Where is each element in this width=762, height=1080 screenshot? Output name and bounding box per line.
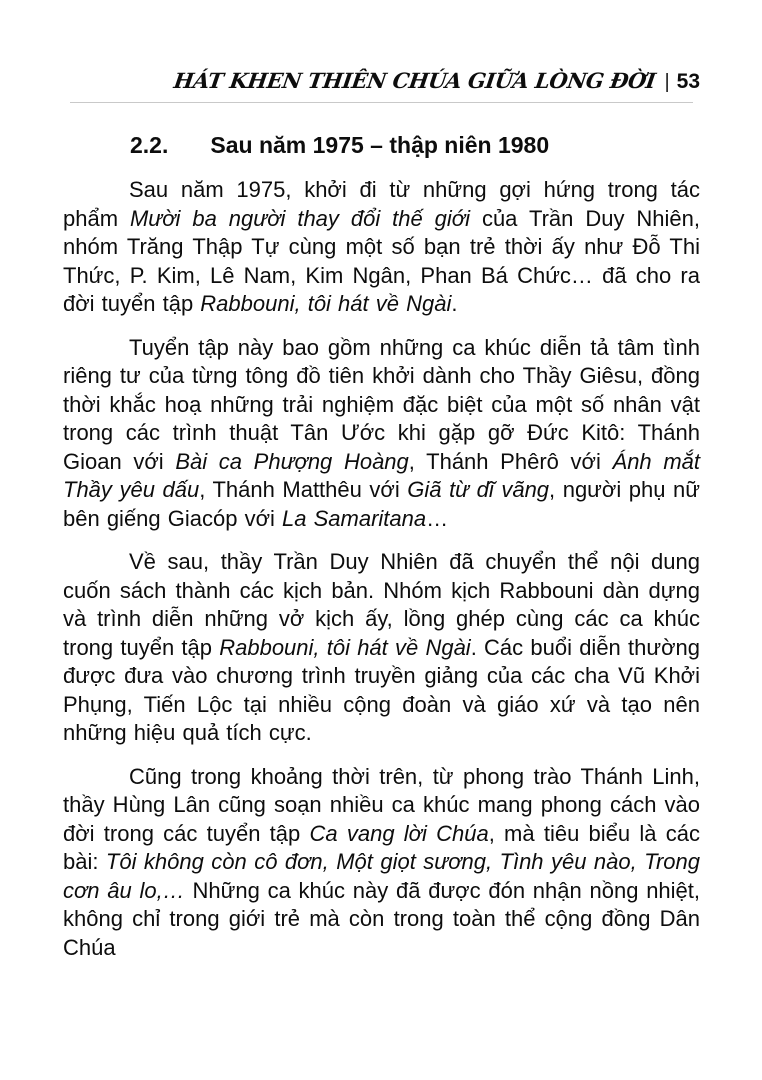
- text-run-italic: Tôi không còn cô đơn, Một giọt sương, Tình yêu nào, Trong cơn âu lo,…: [63, 849, 700, 903]
- paragraph-2: [63, 334, 700, 534]
- text-run: Về sau, thầy Trần Duy Nhiên đã chuyển thể nội dung cuốn sách thành các kịch bản. Nhóm kịch Rabbouni dàn dựng và trình diễn những vở kịch ấy, lồng ghép cùng các ca khúc trong tuyển tập: [63, 549, 700, 660]
- text-run: . Các buổi diễn thường được đưa vào chương trình truyền giảng của các cha Vũ Khởi Phụng, Tiến Lộc tại nhiều cộng đoàn và giáo xứ và tạo nên những hiệu quả tích cực.: [63, 634, 700, 745]
- text-run: …: [426, 505, 449, 531]
- text-run-italic: Rabbouni, tôi hát về Ngài: [219, 634, 471, 660]
- text-run: Những ca khúc này đã được đón nhận nồng nhiệt, không chỉ trong giới trẻ mà còn trong toàn thể cộng đồng Dân Chúa: [63, 877, 701, 960]
- section-heading: [63, 131, 700, 159]
- running-header: [0, 0, 762, 94]
- page-number: 53: [676, 70, 700, 93]
- section-number: 2.2.: [130, 132, 169, 158]
- text-run: , người phụ nữ bên giếng Giacóp với: [63, 477, 700, 531]
- running-header-separator: |: [664, 71, 670, 93]
- text-run: Cũng trong khoảng thời trên, từ phong trào Thánh Linh, thầy Hùng Lân cũng soạn nhiều ca khúc mang phong cách vào đời trong các tuyển tập: [63, 763, 700, 846]
- text-run: , Thánh Phêrô với: [408, 448, 613, 474]
- text-run-italic: La Samaritana: [282, 505, 427, 531]
- text-run: của Trần Duy Nhiên, nhóm Trăng Thập Tự cùng một số bạn trẻ thời ấy như Đỗ Thi Thức, P. Kim, Lê Nam, Kim Ngân, Phan Bá Chức… đã cho ra đời tuyển tập: [63, 205, 700, 316]
- paragraph-3: [63, 548, 700, 748]
- text-run-italic: Rabbouni, tôi hát về Ngài: [200, 291, 452, 316]
- header-rule: [70, 102, 693, 103]
- text-run: Sau năm 1975, khởi đi từ những gợi hứng trong tác phẩm: [63, 177, 700, 231]
- text-run: , mà tiêu biểu là các bài:: [63, 820, 700, 874]
- text-run-italic: Ca vang lời Chúa: [309, 820, 489, 846]
- section-title: Sau năm 1975 – thập niên 1980: [210, 132, 550, 158]
- text-run-italic: Mười ba người thay đổi thế giới: [129, 205, 470, 231]
- text-run: .: [451, 291, 458, 316]
- text-run: Tuyển tập này bao gồm những ca khúc diễn tả tâm tình riêng tư của từng tông đồ tiên khởi dành cho Thầy Giêsu, đồng thời khắc hoạ những trải nghiệm đặc biệt của một số nhân vật trong các trình thuật Tân Ước khi gặp gỡ Đức Kitô: Thánh Gioan với: [63, 334, 700, 474]
- text-run-italic: Giã từ dĩ vãng: [407, 477, 550, 502]
- paragraph-1: [63, 176, 700, 319]
- text-run-italic: Bài ca Phượng Hoàng: [175, 448, 409, 474]
- text-run-italic: Ánh mắt Thầy yêu dấu: [63, 448, 700, 502]
- running-header-title: HÁT KHEN THIÊN CHÚA GIỮA LÒNG ĐỜI: [172, 68, 658, 93]
- text-run: , Thánh Matthêu với: [199, 477, 408, 502]
- paragraph-4: [63, 763, 700, 963]
